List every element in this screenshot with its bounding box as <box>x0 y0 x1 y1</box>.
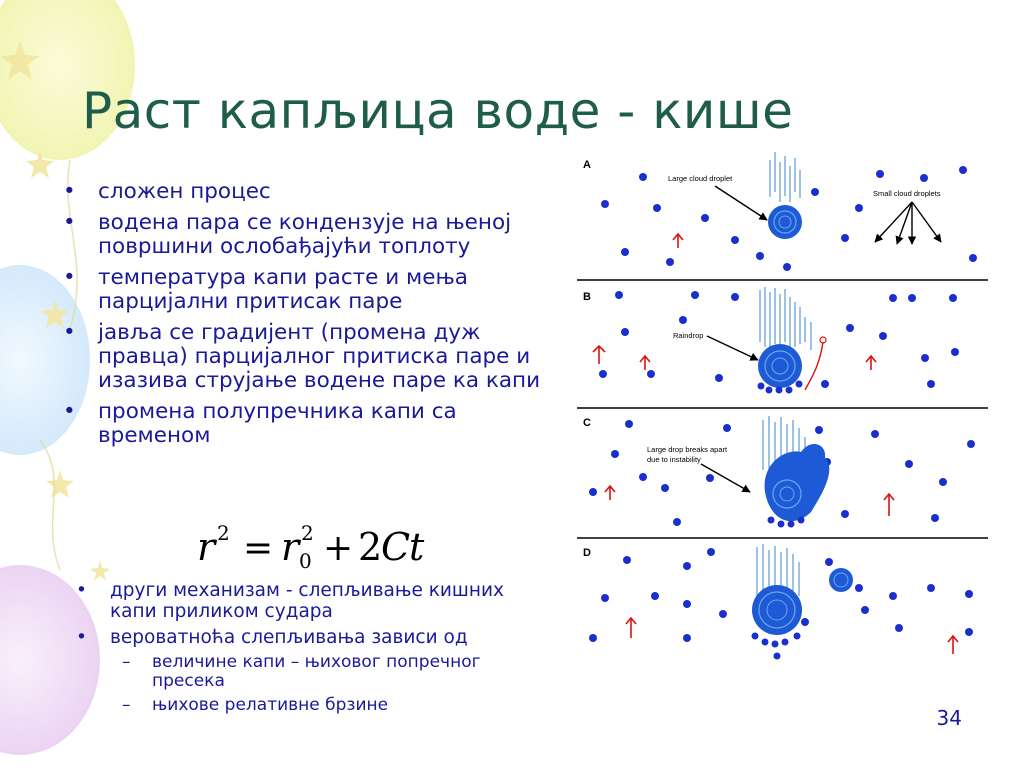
radius-formula <box>195 520 455 570</box>
formula-exp: 2 <box>217 521 230 545</box>
raindrop-growth-figure <box>575 152 990 667</box>
bullet-item: • температура капи расте и мења парцијални притисак паре <box>58 266 548 314</box>
formula-exp2: 2 <box>301 521 314 545</box>
sub-bullet-item: – њихове релативне брзине <box>72 696 552 715</box>
bullet-item: • сложен процес <box>58 180 548 204</box>
formula-coef: 2 <box>358 525 383 569</box>
formula-t: t <box>409 525 425 569</box>
breaking-drop-c <box>765 444 830 527</box>
formula-equals: = <box>243 528 274 569</box>
bullet-list <box>58 180 548 455</box>
bullet-item: • други механизам - слепљивање кишних капи приликом судара <box>72 580 552 622</box>
bullet-item: • водена пара се кондензује на њеној површини ослобађајући топлоту <box>58 211 548 259</box>
label-small-cloud-droplets: Small cloud droplets <box>873 189 941 198</box>
page-number: 34 <box>936 706 962 730</box>
panel-letter: C <box>583 417 591 429</box>
bullet-list-secondary <box>72 580 552 720</box>
formula-r: r <box>197 525 216 569</box>
label-raindrop: Raindrop <box>673 331 704 340</box>
large-drop-a <box>768 205 802 239</box>
formula-sub: 0 <box>299 549 312 570</box>
label-large-drop: Large drop breaks apart <box>647 445 728 454</box>
raindrop-b <box>758 344 803 394</box>
bullet-item: • вероватноћа слепљивања зависи од <box>72 627 552 648</box>
formula-r0: r <box>281 525 300 569</box>
formula-C: C <box>381 525 411 569</box>
label-large-cloud-droplet: Large cloud droplet <box>668 174 733 183</box>
bullet-item: • јавља се градијент (промена дуж правца) парцијалног притиска паре и изазива струјање водене паре ка капи <box>58 321 548 393</box>
panel-letter: D <box>583 547 591 559</box>
slide-title: Раст капљица воде - кише <box>82 82 794 140</box>
formula-plus: + <box>323 528 354 569</box>
label-instability: due to instability <box>647 455 701 464</box>
sub-bullet-item: – величине капи – њиховог попречног пресека <box>72 653 552 691</box>
panel-letter: A <box>583 159 591 171</box>
panel-letter: B <box>583 291 591 303</box>
split-drops-d <box>752 568 854 660</box>
bullet-item: • промена полупречника капи са временом <box>58 400 548 448</box>
